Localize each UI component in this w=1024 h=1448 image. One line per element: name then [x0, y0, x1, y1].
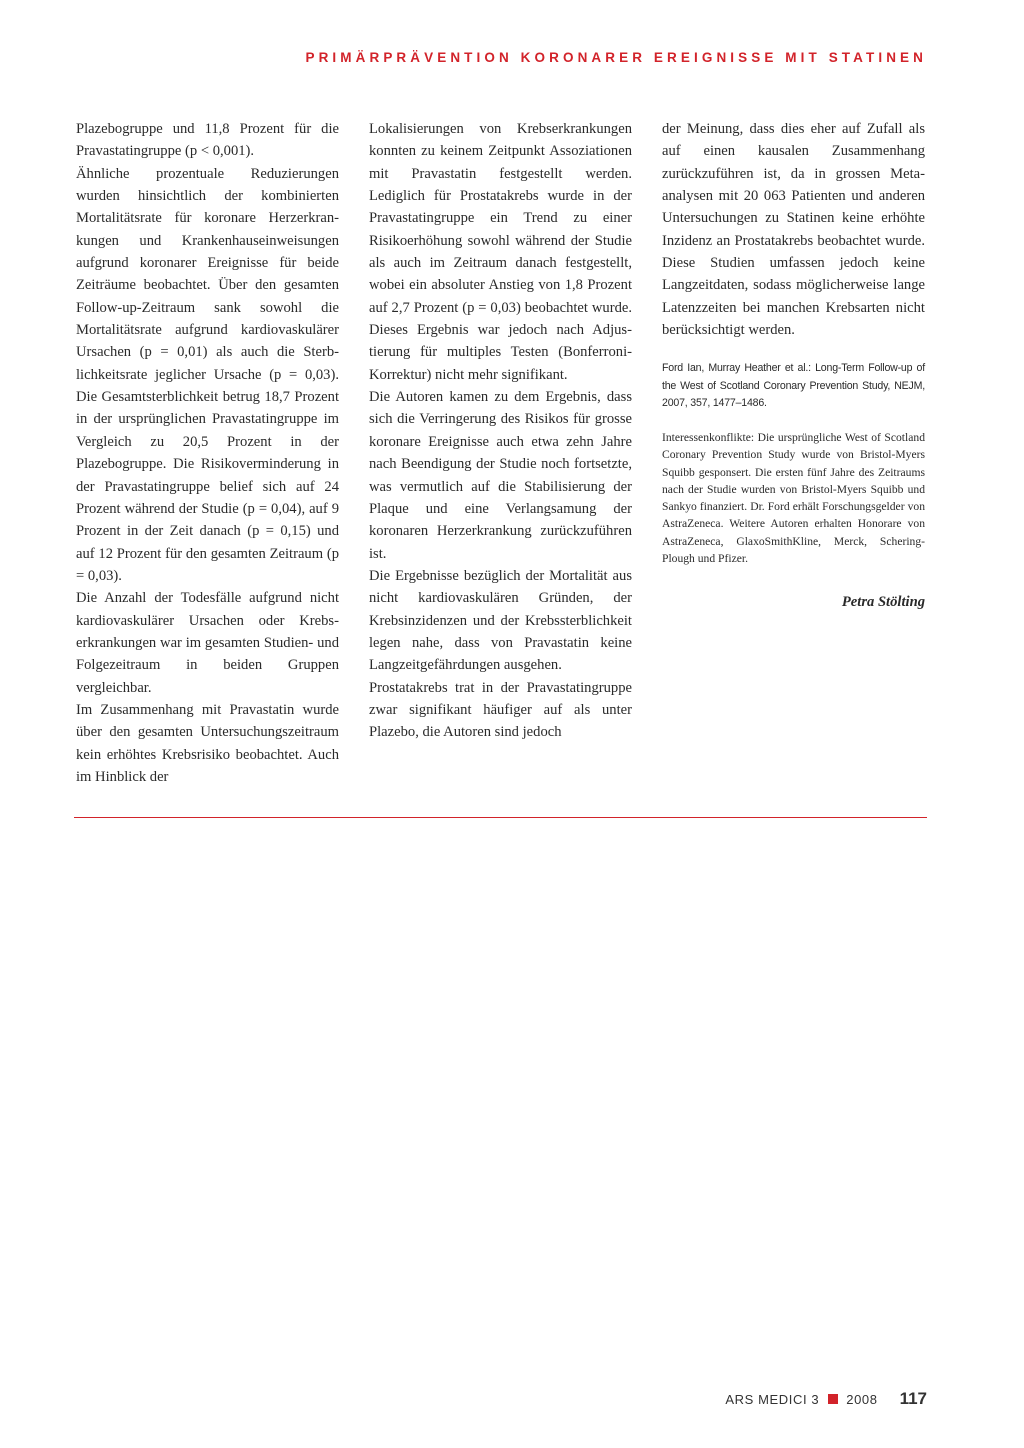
paragraph: Prostatakrebs trat in der Pravastatingruppe zwar signifikant häufiger auf als unter Plazebo, die Autoren sind jedoch [369, 679, 632, 741]
paragraph: Die Ergebnisse bezüglich der Mortalität aus nicht kardiovaskulären Gründen, der Krebsinzidenzen und der Krebssterblichkeit legen nahe, dass von Pravastatin keine Langzeitgefährdungen ausgehen. [369, 567, 632, 674]
paragraph: Lokalisierungen von Krebserkrankungen konnten zu keinem Zeitpunkt Assoziationen mit Pravastatin festgestellt werden. Lediglich für Prostatakrebs wurde in der Pravastatingruppe ein Trend zu einer Risikoerhöhung sowohl während der Studie als auch im Zeitraum danach festgestellt, wobei ein absoluter Anstieg von 1,8 Prozent auf 2,7 Prozent (p = 0,03) beobachtet wurde. Dieses Ergebnis war jedoch nach Adjustierung für multiples Testen (Bonferroni-Korrektur) nicht mehr signifikant. [369, 121, 632, 383]
conflict-of-interest-note: Interessenkonflikte: Die ursprüngliche West of Scotland Coronary Prevention Study wurde von Bristol-Myers Squibb gesponsert. Die ersten fünf Jahre des Zeitraums nach der Studie wurden von Bristol-Myers Squibb und Sankyo finanziert. Dr. Ford erhält Forschungsgelder von AstraZeneca. Weitere Autoren erhalten Honorare von AstraZeneca, GlaxoSmithKline, Merck, Schering-Plough und Pfizer. [662, 430, 925, 566]
paragraph: Die Autoren kamen zu dem Ergebnis, dass sich die Verringerung des Risikos für grosse koronare Ereignisse auch etwa zehn Jahre nach Beendigung der Studie noch fortsetzte, was vermutlich auf die Stabilisierung der Plaque und eine Verlangsamung der koronaren Herzerkrankung zurückzuführen ist. [369, 389, 632, 562]
paragraph: Plazebogruppe und 11,8 Prozent für die Pravastatingruppe (p < 0,001). [76, 121, 339, 160]
section-divider [74, 817, 927, 818]
paragraph: Die Anzahl der Todesfälle aufgrund nicht kardiovaskulärer Ursachen oder Krebserkrankungen war im gesamten Studien- und Folgezeitraum in beiden Gruppen vergleichbar. [76, 590, 339, 696]
journal-name: ARS MEDICI 3 [725, 1392, 820, 1407]
square-bullet-icon [828, 1394, 838, 1404]
author-signature: Petra Stölting [841, 594, 925, 611]
running-title: PRIMÄRPRÄVENTION KORONARER EREIGNISSE MIT STATINEN [305, 50, 927, 65]
article-column-2 [369, 118, 632, 744]
page-number: 117 [899, 1389, 927, 1408]
paragraph: Im Zusammenhang mit Pravastatin wurde über den gesamten Untersuchungszeitraum kein erhöhtes Krebsrisiko beobachtet. Auch im Hinblick der [76, 701, 339, 785]
reference-citation: Ford Ian, Murray Heather et al.: Long-Term Follow-up of the West of Scotland Coronary Prevention Study, NEJM, 2007, 357, 1477–1486. [662, 362, 925, 410]
article-column-1 [76, 118, 339, 788]
page-footer [725, 1389, 927, 1409]
paragraph: der Meinung, dass dies eher auf Zufall als auf einen kausalen Zusammenhang zurückzuführen ist, da in grossen Metaanalysen mit 20 063 Patienten und anderen Untersuchungen zu Statinen keine erhöhte Inzidenz an Prostatakrebs beobachtet wurde. Diese Studien umfassen jedoch keine Langzeitdaten, sodass möglicherweise lange Latenzzeiten bei manchen Krebsarten nicht berücksichtigt werden. [662, 121, 925, 339]
paragraph: Ähnliche prozentuale Reduzierungen wurden hinsichtlich der kombinierten Mortalitätsrate für koronare Herzerkrankungen und Krankenhauseinweisungen aufgrund koronarer Ereignisse für beide Zeiträume beobachtet. Über den gesamten Follow-up-Zeitraum sank sowohl die Mortalitätsrate aufgrund kardiovaskulärer Ursachen (p = 0,01) als auch die Sterblichkeitsrate jeglicher Ursache (p = 0,03). Die Gesamtsterblichkeit betrug 18,7 Prozent in der ursprünglichen Pravastatingruppe im Vergleich zu 20,5 Prozent in der Plazebogruppe. Die Risikoverminderung in der Pravastatingruppe belief sich auf 24 Prozent während der Studie (p = 0,04), auf 9 Prozent in der Zeit danach (p = 0,15) und auf 12 Prozent für den gesamten Zeitraum (p = 0,03). [76, 165, 339, 584]
article-column-3 [662, 118, 925, 614]
issue-year: 2008 [846, 1392, 878, 1407]
